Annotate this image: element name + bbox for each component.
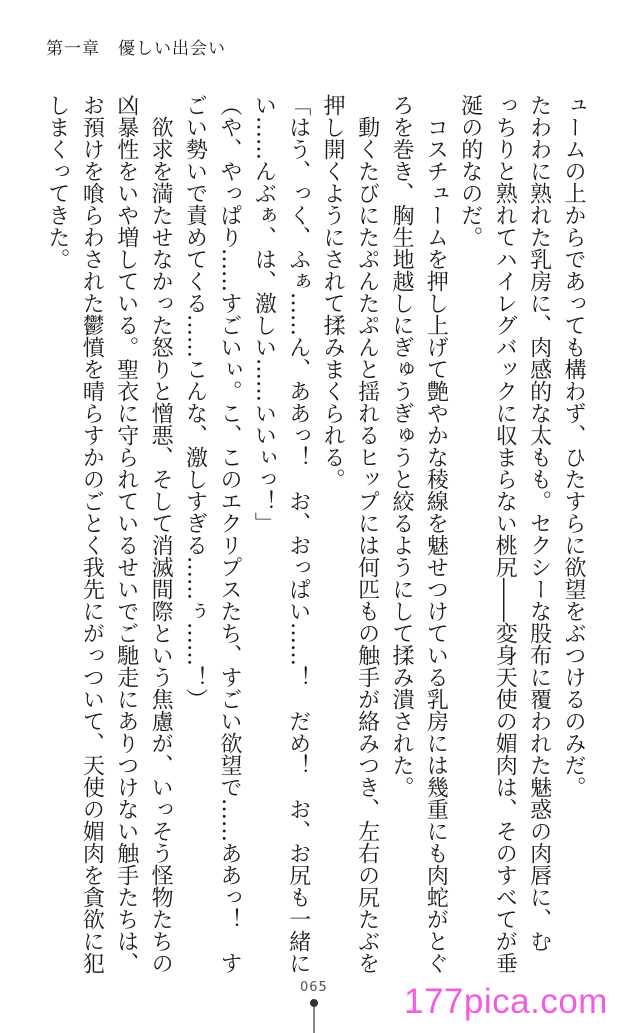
text-line: お預けを喰らわされた鬱憤を晴らすかのごとく我先にがっついて、天使の媚肉を貪欲に犯 (79, 94, 105, 974)
text-line: 「はう、っく、ふぁ……ん、ああっ！ お、おっぱい……！ だめ！ お、お尻も一緒に (285, 94, 311, 974)
text-line: ろを巻き、胸生地越しにぎゅうぎゅうと絞るようにして揉み潰された。 (388, 94, 414, 798)
chapter-header: 第一章 優しい出会い (46, 39, 226, 59)
text-line: 涎の的なのだ。 (457, 94, 483, 248)
text-line: （や、やっぱり……すごいぃ。こ、このエクリプスたち、すごい欲望で……ああっ！ す (216, 94, 242, 974)
text-line: い……んぶぁ、は、激しい……いいぃっ！」 (251, 94, 277, 534)
text-line: ごい勢いで責めてくる……こんな、激しすぎる……ぅ……！） (182, 94, 208, 710)
novel-body-text (42, 94, 590, 974)
text-line: ュームの上からであっても構わず、ひたすらに欲望をぶつけるのみだ。 (561, 94, 586, 798)
text-line: っちりと熟れてハイレグバックに収まらない桃尻――変身天使の媚肉は、そのすべてが垂 (492, 94, 518, 974)
watermark: 177pica.com (404, 982, 608, 1021)
text-line: しまくってきた。 (44, 94, 70, 270)
page-marker-line (313, 1007, 315, 1033)
text-line: 押し開くようにされて揉みまくられる。 (320, 94, 346, 490)
text-line: 動くたびにたぷんたぷんと揺れるヒップには何匹もの触手が絡みつき、左右の尻たぶを (354, 94, 380, 974)
page-marker-dot (310, 999, 318, 1007)
text-line: 凶暴性をいや増している。聖衣に守られているせいでご馳走にありつけない触手たちは、 (113, 94, 139, 974)
page-number: 065 (300, 980, 328, 995)
text-line: 欲求を満たせなかった怒りと憎悪、そして消滅間際という焦慮が、いっそう怪物たちの (148, 94, 174, 974)
text-line: コスチュームを押し上げて艶やかな稜線を魅せつけている乳房には幾重にも肉蛇がとぐ (423, 94, 449, 974)
text-line: たわわに熟れた乳房に、肉感的な太もも。セクシーな股布に覆われた魅惑の肉唇に、む (526, 94, 552, 952)
